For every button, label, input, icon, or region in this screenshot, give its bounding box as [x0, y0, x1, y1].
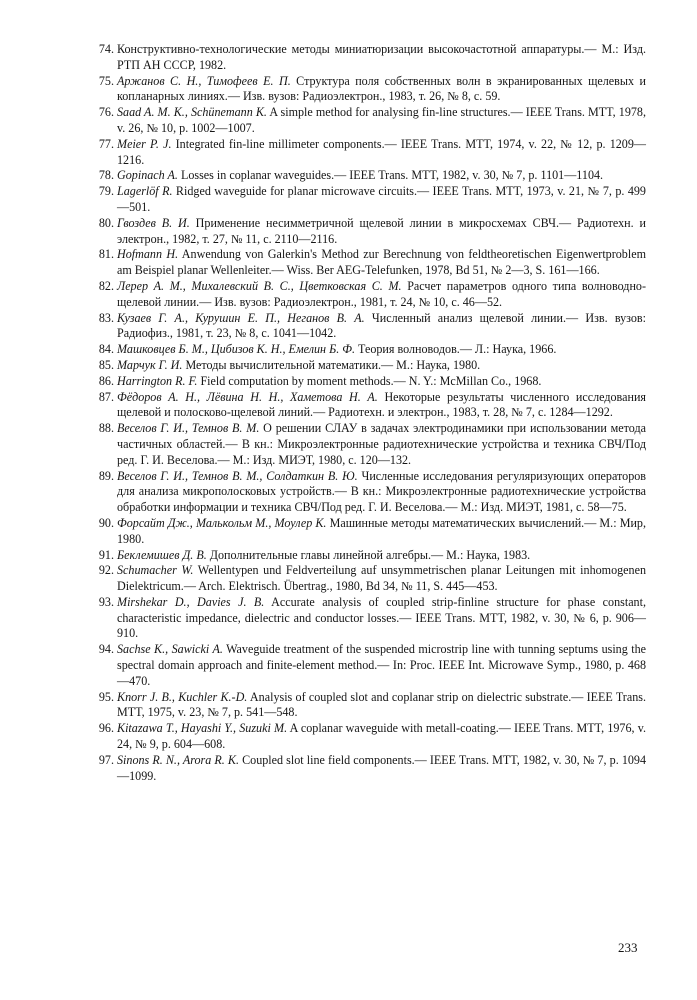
reference-text: A coplanar waveguide with metall-coating.— IEEE Trans. MTT, 1976, v. 24, № 9, p. 604—608.: [117, 721, 646, 752]
reference-item: [86, 279, 646, 311]
reference-authors: Машковцев Б. М., Цибизов К. Н., Емелин Б. Ф.: [117, 342, 356, 357]
reference-text: Расчет параметров одного типа волноводно-щелевой линии.— Изв. вузов: Радиоэлектрон., 1981, т. 24, № 10, с. 46—52.: [117, 278, 646, 309]
reference-number: 88.: [98, 421, 114, 436]
reference-item: [86, 358, 646, 374]
reference-number: 93.: [98, 594, 114, 609]
reference-authors: Гвоздев В. И.: [117, 215, 190, 230]
reference-authors: Веселов Г. И., Темнов В. М.: [117, 421, 260, 436]
reference-item: [86, 105, 646, 137]
reference-item: [86, 184, 646, 216]
reference-text: A simple method for analysing fin-line structures.— IEEE Trans. MTT, 1978, v. 26, № 10, p. 1002—1007.: [117, 105, 646, 135]
reference-number: 85.: [98, 357, 114, 372]
reference-authors: Mirshekar D., Davies J. B.: [117, 594, 265, 609]
reference-text: Integrated fin-line millimeter components.— IEEE Trans. MTT, 1974, v. 22, № 12, p. 1209—1216.: [117, 136, 646, 167]
reference-text: Anwendung von Galerkin's Method zur Berechnung von feldtheoretischen Eigenwertproblem am Beispiel planar Wellenleiter.— Wiss. Ber AEG-Telefunken, 1978, Bd 51, № 2—3, S. 161—166.: [117, 247, 646, 278]
reference-number: 82.: [98, 278, 114, 293]
reference-text: Численный анализ щелевой линии.— Изв. вузов: Радиофиз., 1981, т. 23, № 8, с. 1041—1042.: [117, 310, 646, 341]
reference-number: 89.: [98, 468, 114, 483]
reference-item: [86, 421, 646, 468]
reference-item: [86, 516, 646, 548]
reference-text: Конструктивно-технологические методы миниатюризации высокочастотной аппаратуры.— М.: Изд. РТП АН СССР, 1982.: [117, 42, 646, 72]
reference-text: Wellentypen und Feldverteilung auf unsymmetrischen planar Leitungen mit inhomogenen Dielektricum.— Arch. Elektrisch. Übertrag., 1980, Bd 34, № 11, S. 445—453.: [117, 563, 646, 594]
reference-number: 87.: [98, 389, 114, 404]
reference-number: 96.: [98, 721, 114, 736]
reference-item: [86, 168, 646, 184]
reference-authors: Беклемишев Д. В.: [117, 547, 207, 562]
reference-text: Accurate analysis of coupled strip-finline structure for phase constant, characteristic impedance, dielectric and conductor losses.— IEEE Trans. MTT, 1982, v. 30, № 6, p. 906—910.: [117, 594, 646, 641]
reference-number: 97.: [98, 752, 114, 767]
reference-item: [86, 216, 646, 248]
reference-authors: Форсайт Дж., Малькольм М., Моулер К.: [117, 515, 327, 530]
reference-number: 76.: [98, 105, 114, 120]
reference-item: [86, 137, 646, 169]
reference-item: [86, 642, 646, 689]
reference-authors: Марчук Г. И.: [117, 357, 183, 372]
reference-authors: Лерер А. М., Михалевский В. С., Цветковская С. М.: [117, 278, 402, 293]
reference-number: 91.: [98, 547, 114, 562]
reference-text: Coupled slot line field components.— IEEE Trans. MTT, 1982, v. 30, № 7, p. 1094—1099.: [117, 752, 647, 783]
reference-authors: Фёдоров А. Н., Лёвина Н. Н., Хаметова Н. А.: [117, 389, 378, 404]
reference-item: [86, 247, 646, 279]
reference-item: [86, 721, 646, 753]
reference-number: 81.: [98, 247, 114, 262]
reference-text: Методы вычислительной математики.— М.: Наука, 1980.: [182, 357, 481, 372]
reference-item: [86, 469, 646, 516]
reference-authors: Gopinach A.: [117, 168, 178, 183]
reference-text: Losses in coplanar waveguides.— IEEE Trans. MTT, 1982, v. 30, № 7, p. 1101—1104.: [177, 168, 604, 183]
reference-text: Структура поля собственных волн в экранированных щелевых и копланарных линиях.— Изв. вузов: Радиоэлектрон., 1983, т. 26, № 8, с. 59.: [117, 73, 646, 104]
reference-item: [86, 390, 646, 422]
reference-text: Теория волноводов.— Л.: Наука, 1966.: [355, 342, 557, 357]
reference-text: Численные исследования регуляризующих операторов для анализа микрополосковых устройств.— В кн.: Микроэлектронные радиотехнические устройства обработки информации и техника СВЧ/Под ред. Г. И. Веселова.— М.: Изд. МИЭТ, 1981, с. 58—75.: [117, 468, 647, 515]
reference-text: Дополнительные главы линейной алгебры.— М.: Наука, 1983.: [206, 547, 531, 562]
reference-authors: Meier P. J.: [117, 136, 172, 151]
reference-text: Ridged waveguide for planar microwave circuits.— IEEE Trans. MTT, 1973, v. 21, № 7, p. 499—501.: [117, 184, 646, 214]
reference-number: 83.: [98, 310, 114, 325]
reference-text: Некоторые результаты численного исследования щелевой и полосково-щелевой линий.— Радиотехн. и электрон., 1983, т. 28, № 7, с. 1284—1292.: [117, 389, 646, 420]
reference-authors: Аржанов С. Н., Тимофеев Е. П.: [117, 73, 291, 88]
reference-authors: Knorr J. B., Kuchler K.-D.: [117, 689, 248, 704]
reference-item: [86, 548, 646, 564]
reference-item: [86, 42, 646, 74]
reference-authors: Kitazawa T., Hayashi Y., Suzuki M.: [117, 721, 288, 736]
reference-number: 75.: [98, 73, 114, 88]
reference-number: 80.: [98, 215, 114, 230]
reference-item: [86, 374, 646, 390]
reference-text: Машинные методы математических вычислений.— М.: Мир, 1980.: [117, 515, 646, 546]
reference-authors: Schumacher W.: [117, 563, 194, 578]
reference-authors: Lagerlöf R.: [117, 184, 173, 199]
reference-item: [86, 74, 646, 106]
reference-authors: Веселов Г. И., Темнов В. М., Солдаткин В. Ю.: [117, 468, 358, 483]
reference-text: О решении СЛАУ в задачах электродинамики при использовании метода частичных областей.— В кн.: Микроэлектронные радиотехнические устройства и техника СВЧ/Под ред. Г. И. Веселова.— М.: Изд. МИЭТ, 1980, с. 120—132.: [117, 421, 646, 467]
reference-number: 74.: [98, 42, 114, 56]
reference-text: Field computation by moment methods.— N. Y.: McMillan Co., 1968.: [197, 373, 542, 388]
reference-text: Analysis of coupled slot and coplanar strip on dielectric substrate.— IEEE Trans. MTT, 1975, v. 23, № 7, p. 541—548.: [117, 689, 646, 720]
reference-item: [86, 342, 646, 358]
reference-item: [86, 690, 646, 722]
reference-text: Waveguide treatment of the suspended microstrip line with tunning septums using the spectral domain approach and finite-element method.— In: Proc. IEEE Int. Microwave Symp., 1980, p. 468—470.: [117, 642, 647, 688]
reference-item: [86, 595, 646, 642]
reference-number: 78.: [98, 168, 114, 183]
reference-number: 94.: [98, 642, 114, 657]
reference-number: 90.: [98, 515, 114, 530]
reference-item: [86, 311, 646, 343]
reference-number: 79.: [98, 184, 114, 199]
reference-authors: Harrington R. F.: [117, 373, 198, 388]
reference-authors: Sachse K., Sawicki A.: [117, 642, 223, 657]
reference-authors: Sinons R. N., Arora R. K.: [117, 752, 239, 767]
reference-item: [86, 563, 646, 595]
reference-authors: Кузаев Г. А., Курушин Е. П., Неганов В. А.: [117, 310, 365, 325]
reference-number: 86.: [98, 373, 114, 388]
reference-number: 95.: [98, 689, 114, 704]
reference-number: 92.: [98, 563, 114, 578]
page-number: 233: [618, 940, 638, 955]
reference-authors: Saad A. M. K., Schünemann K.: [117, 105, 267, 120]
reference-authors: Hofmann H.: [117, 247, 179, 262]
reference-list: [86, 42, 646, 784]
reference-number: 84.: [98, 342, 114, 357]
reference-text: Применение несимметричной щелевой линии в микросхемах СВЧ.— Радиотехн. и электрон., 1982, т. 27, № 11, с. 2110—2116.: [117, 215, 646, 246]
reference-item: [86, 753, 646, 785]
reference-number: 77.: [98, 136, 114, 151]
